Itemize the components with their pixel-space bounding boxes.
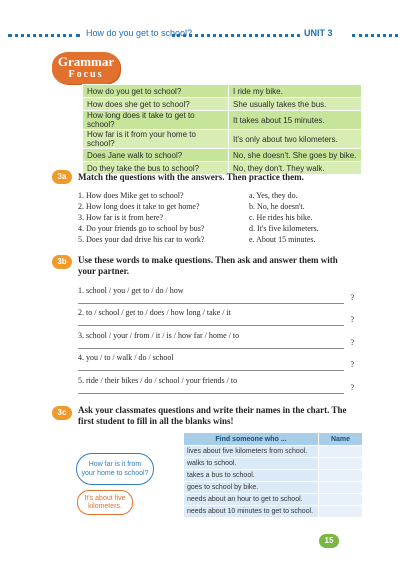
question-mark: ? — [350, 293, 354, 302]
section-3b-instruction-line1: Use these words to make questions. Then ask and answer them with — [78, 255, 338, 265]
bubble-answer-line1: It's about five — [84, 495, 126, 502]
list-item: 5. Does your dad drive his car to work? — [78, 235, 205, 244]
word-order-item-5 — [78, 375, 356, 394]
table-row — [184, 482, 363, 494]
list-item: 3. How far is it from here? — [78, 213, 164, 222]
word-order-prompt: 1. school / you / get to / do / how — [78, 286, 184, 295]
bubble-answer-line2: kilometers. — [88, 503, 122, 510]
find-someone-item: needs about an hour to get to school. — [184, 494, 319, 506]
name-cell[interactable] — [319, 458, 363, 470]
section-3c-instruction — [78, 405, 347, 427]
find-someone-chart — [183, 432, 363, 518]
word-order-item-3 — [78, 330, 356, 349]
grammar-answer: It's only about two kilometers. — [229, 130, 362, 149]
answer-line[interactable] — [78, 303, 344, 304]
page-header — [0, 28, 402, 42]
list-item: a. Yes, they do. — [249, 191, 298, 200]
grammar-question: Does Jane walk to school? — [83, 149, 229, 162]
table-row — [184, 446, 363, 458]
section-3c-instruction-line1: Ask your classmates questions and write their names in the chart. The — [78, 405, 347, 415]
grammar-question: How far is it from your home to school? — [83, 130, 229, 149]
word-order-prompt: 4. you / to / walk / do / school — [78, 353, 174, 362]
grammar-focus-title: Grammar — [57, 54, 115, 69]
name-cell[interactable] — [319, 446, 363, 458]
grammar-focus-badge — [52, 52, 120, 84]
answer-line[interactable] — [78, 370, 344, 371]
section-3c-instruction-line2: first student to fill in all the blanks wins! — [78, 416, 234, 426]
answer-line[interactable] — [78, 325, 344, 326]
find-someone-item: walks to school. — [184, 458, 319, 470]
grammar-answer: No, she doesn't. She goes by bike. — [229, 149, 362, 162]
question-mark: ? — [350, 383, 354, 392]
word-order-item-4 — [78, 352, 356, 371]
list-item: 4. Do your friends go to school by bus? — [78, 224, 205, 233]
match-answers-list — [249, 190, 319, 245]
word-order-prompt: 3. school / your / from / it / is / how far / home / to — [78, 331, 240, 340]
section-3b-instruction-line2: your partner. — [78, 266, 130, 276]
section-badge-3a: 3a — [52, 170, 72, 184]
match-questions-list — [78, 190, 204, 245]
grammar-question: How long does it take to get to school? — [83, 111, 229, 130]
find-someone-item: needs about 10 minutes to get to school. — [184, 506, 319, 518]
name-cell[interactable] — [319, 482, 363, 494]
bubble-question-line2: your home to school? — [81, 470, 149, 477]
header-dotted-rule-right — [352, 34, 398, 37]
question-mark: ? — [350, 338, 354, 347]
table-row — [184, 494, 363, 506]
table-row — [83, 98, 362, 111]
list-item: c. He rides his bike. — [249, 213, 313, 222]
question-mark: ? — [350, 315, 354, 324]
name-cell[interactable] — [319, 470, 363, 482]
table-row — [184, 458, 363, 470]
section-3b-instruction — [78, 255, 338, 277]
header-dotted-rule-middle — [172, 34, 300, 37]
answer-line[interactable] — [78, 393, 344, 394]
list-item: 2. How long does it take to get home? — [78, 202, 200, 211]
find-someone-item: takes a bus to school. — [184, 470, 319, 482]
grammar-question: How does she get to school? — [83, 98, 229, 111]
find-someone-item: lives about five kilometers from school. — [184, 446, 319, 458]
list-item: b. No, he doesn't. — [249, 202, 305, 211]
table-row — [83, 149, 362, 162]
list-item: d. It's five kilometers. — [249, 224, 319, 233]
word-order-item-1 — [78, 285, 356, 304]
list-item: 1. How does Mike get to school? — [78, 191, 184, 200]
speech-bubble-question — [76, 453, 154, 485]
find-someone-item: goes to school by bike. — [184, 482, 319, 494]
chart-header-row — [184, 433, 363, 446]
section-badge-3c: 3c — [52, 406, 72, 420]
unit-label: UNIT 3 — [304, 28, 333, 38]
table-row — [83, 130, 362, 149]
speech-bubble-answer — [77, 490, 133, 515]
table-row — [83, 111, 362, 130]
grammar-answer: She usually takes the bus. — [229, 98, 362, 111]
page-number: 15 — [319, 534, 339, 548]
grammar-question: Do they take the bus to school? — [83, 162, 229, 175]
grammar-answer: I ride my bike. — [229, 85, 362, 98]
find-someone-header: Find someone who ... — [184, 433, 319, 446]
grammar-focus-table — [82, 84, 362, 175]
word-order-prompt: 2. to / school / get to / does / how long / take / it — [78, 308, 231, 317]
name-cell[interactable] — [319, 494, 363, 506]
word-order-item-2 — [78, 307, 356, 326]
table-row — [184, 470, 363, 482]
section-badge-3b: 3b — [52, 255, 72, 269]
grammar-answer: No, they don't. They walk. — [229, 162, 362, 175]
grammar-answer: It takes about 15 minutes. — [229, 111, 362, 130]
question-mark: ? — [350, 360, 354, 369]
lesson-title: How do you get to school? — [86, 28, 193, 38]
answer-line[interactable] — [78, 348, 344, 349]
name-cell[interactable] — [319, 506, 363, 518]
list-item: e. About 15 minutes. — [249, 235, 316, 244]
bubble-question-line1: How far is it from — [88, 461, 142, 468]
table-row — [184, 506, 363, 518]
table-row — [83, 85, 362, 98]
grammar-focus-subtitle: Focus — [68, 69, 104, 80]
name-header: Name — [319, 433, 363, 446]
header-dotted-rule-left — [8, 34, 80, 37]
section-3a-instruction: Match the questions with the answers. Then practice them. — [78, 172, 304, 182]
word-order-prompt: 5. ride / their bikes / do / school / your friends / to — [78, 376, 238, 385]
grammar-question: How do you get to school? — [83, 85, 229, 98]
